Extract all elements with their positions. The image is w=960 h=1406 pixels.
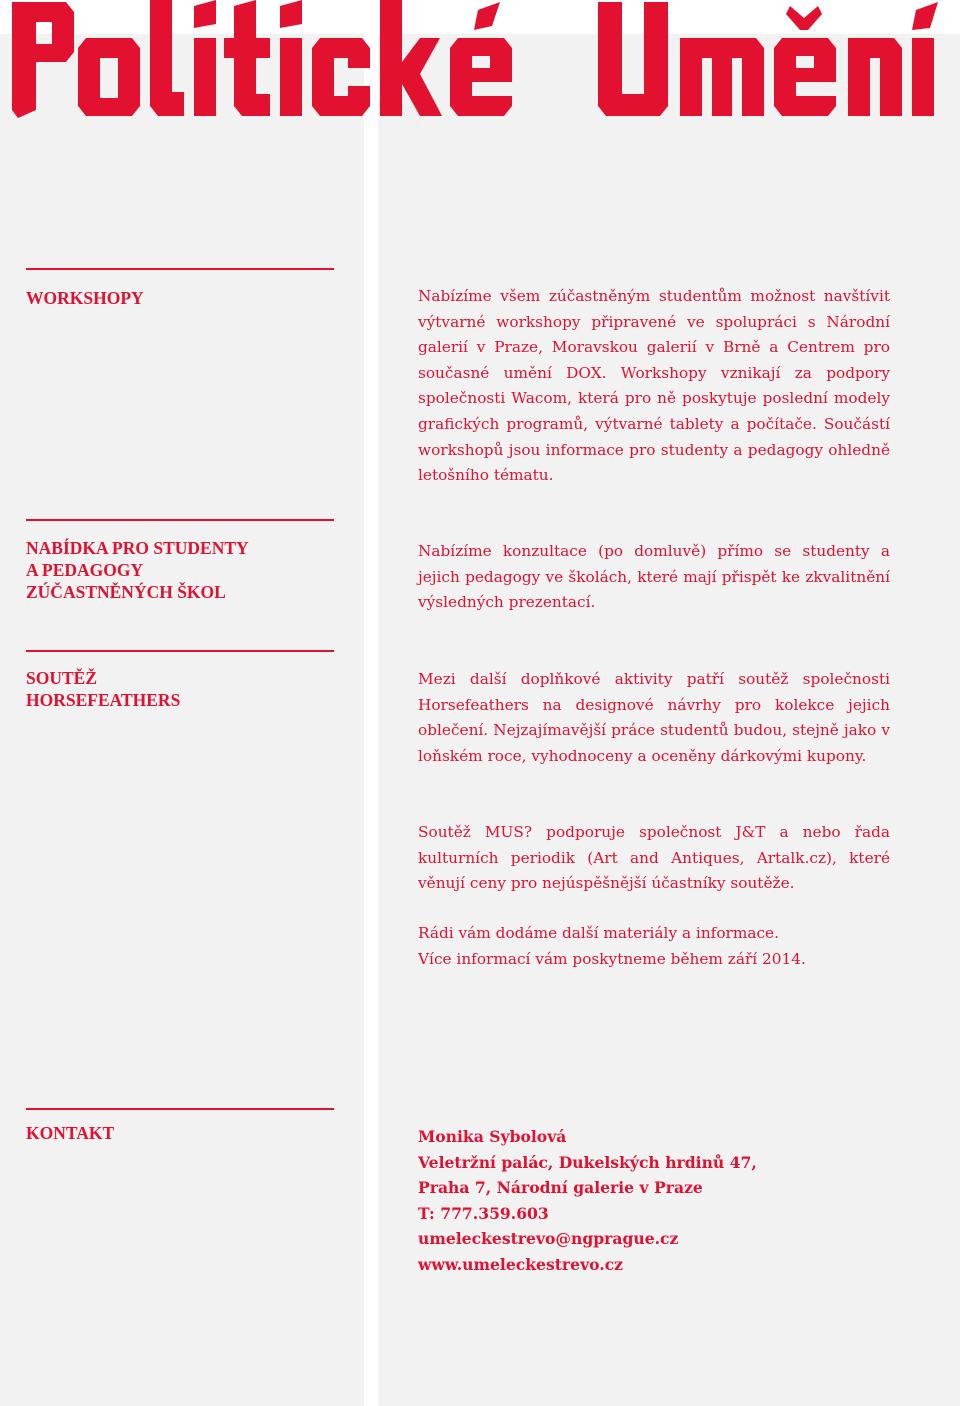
soutez-paragraph-2: Soutěž MUS? podporuje společnost J&T a nebo řada kulturních periodik (Art and Antiques, Artalk.cz), které věnují ceny pro nejúspěšnější účastníky soutěže. <box>418 823 890 893</box>
contact-block <box>418 1124 898 1278</box>
contact-email-link[interactable]: umeleckestrevo@ngprague.cz <box>418 1229 679 1249</box>
soutez-paragraph-1: Mezi další doplňkové aktivity patří soutěž společnosti Horsefeathers na designové návrhy pro kolekce jejich oblečení. Nejzajímavější práce studentů budou, stejně jako v loňském roce, vyhodnoceny a oceněny dárkovými kupony. <box>418 670 890 765</box>
contact-address-line-2: Praha 7, Národní galerie v Praze <box>418 1178 703 1198</box>
soutez-paragraph-4: Více informací vám poskytneme během září 2014. <box>418 950 806 968</box>
section-divider <box>26 268 334 270</box>
section-label-nabidka: NABÍDKA PRO STUDENTY A PEDAGOGY ZÚČASTNĚNÝCH ŠKOL <box>26 538 249 602</box>
headline-title <box>8 0 960 128</box>
contact-address-line-1: Veletržní palác, Dukelských hrdinů 47, <box>418 1152 757 1172</box>
section-label-workshopy: WORKSHOPY <box>26 288 144 308</box>
contact-phone: T: 777.359.603 <box>418 1203 549 1223</box>
workshopy-paragraph: Nabízíme všem zúčastněným studentům možnost navštívit výtvarné workshopy připravené ve spolupráci s Národní galerií v Praze, Moravskou galerií v Brně a Centrem pro současné umění DOX. Workshopy vznikají za podpory společnosti Wacom, která pro ně poskytuje poslední modely grafických programů, výtvarné tablety a počítače. Součástí workshopů jsou informace pro studenty a pedagogy ohledně letošního tématu. <box>418 287 890 485</box>
soutez-paragraph-3: Rádi vám dodáme další materiály a informace. <box>418 924 779 942</box>
section-divider <box>26 519 334 521</box>
contact-website-link[interactable]: www.umeleckestrevo.cz <box>418 1254 624 1274</box>
left-column-panel <box>0 34 364 1406</box>
nabidka-paragraph: Nabízíme konzultace (po domluvě) přímo se studenty a jejich pedagogy ve školách, které mají přispět ke zkvalitnění výsledných prezentací. <box>418 542 890 612</box>
section-label-soutez: SOUTĚŽ HORSEFEATHERS <box>26 668 181 710</box>
contact-name: Monika Sybolová <box>418 1127 567 1146</box>
section-divider <box>26 650 334 652</box>
section-divider <box>26 1108 334 1110</box>
section-label-kontakt: KONTAKT <box>26 1123 115 1143</box>
